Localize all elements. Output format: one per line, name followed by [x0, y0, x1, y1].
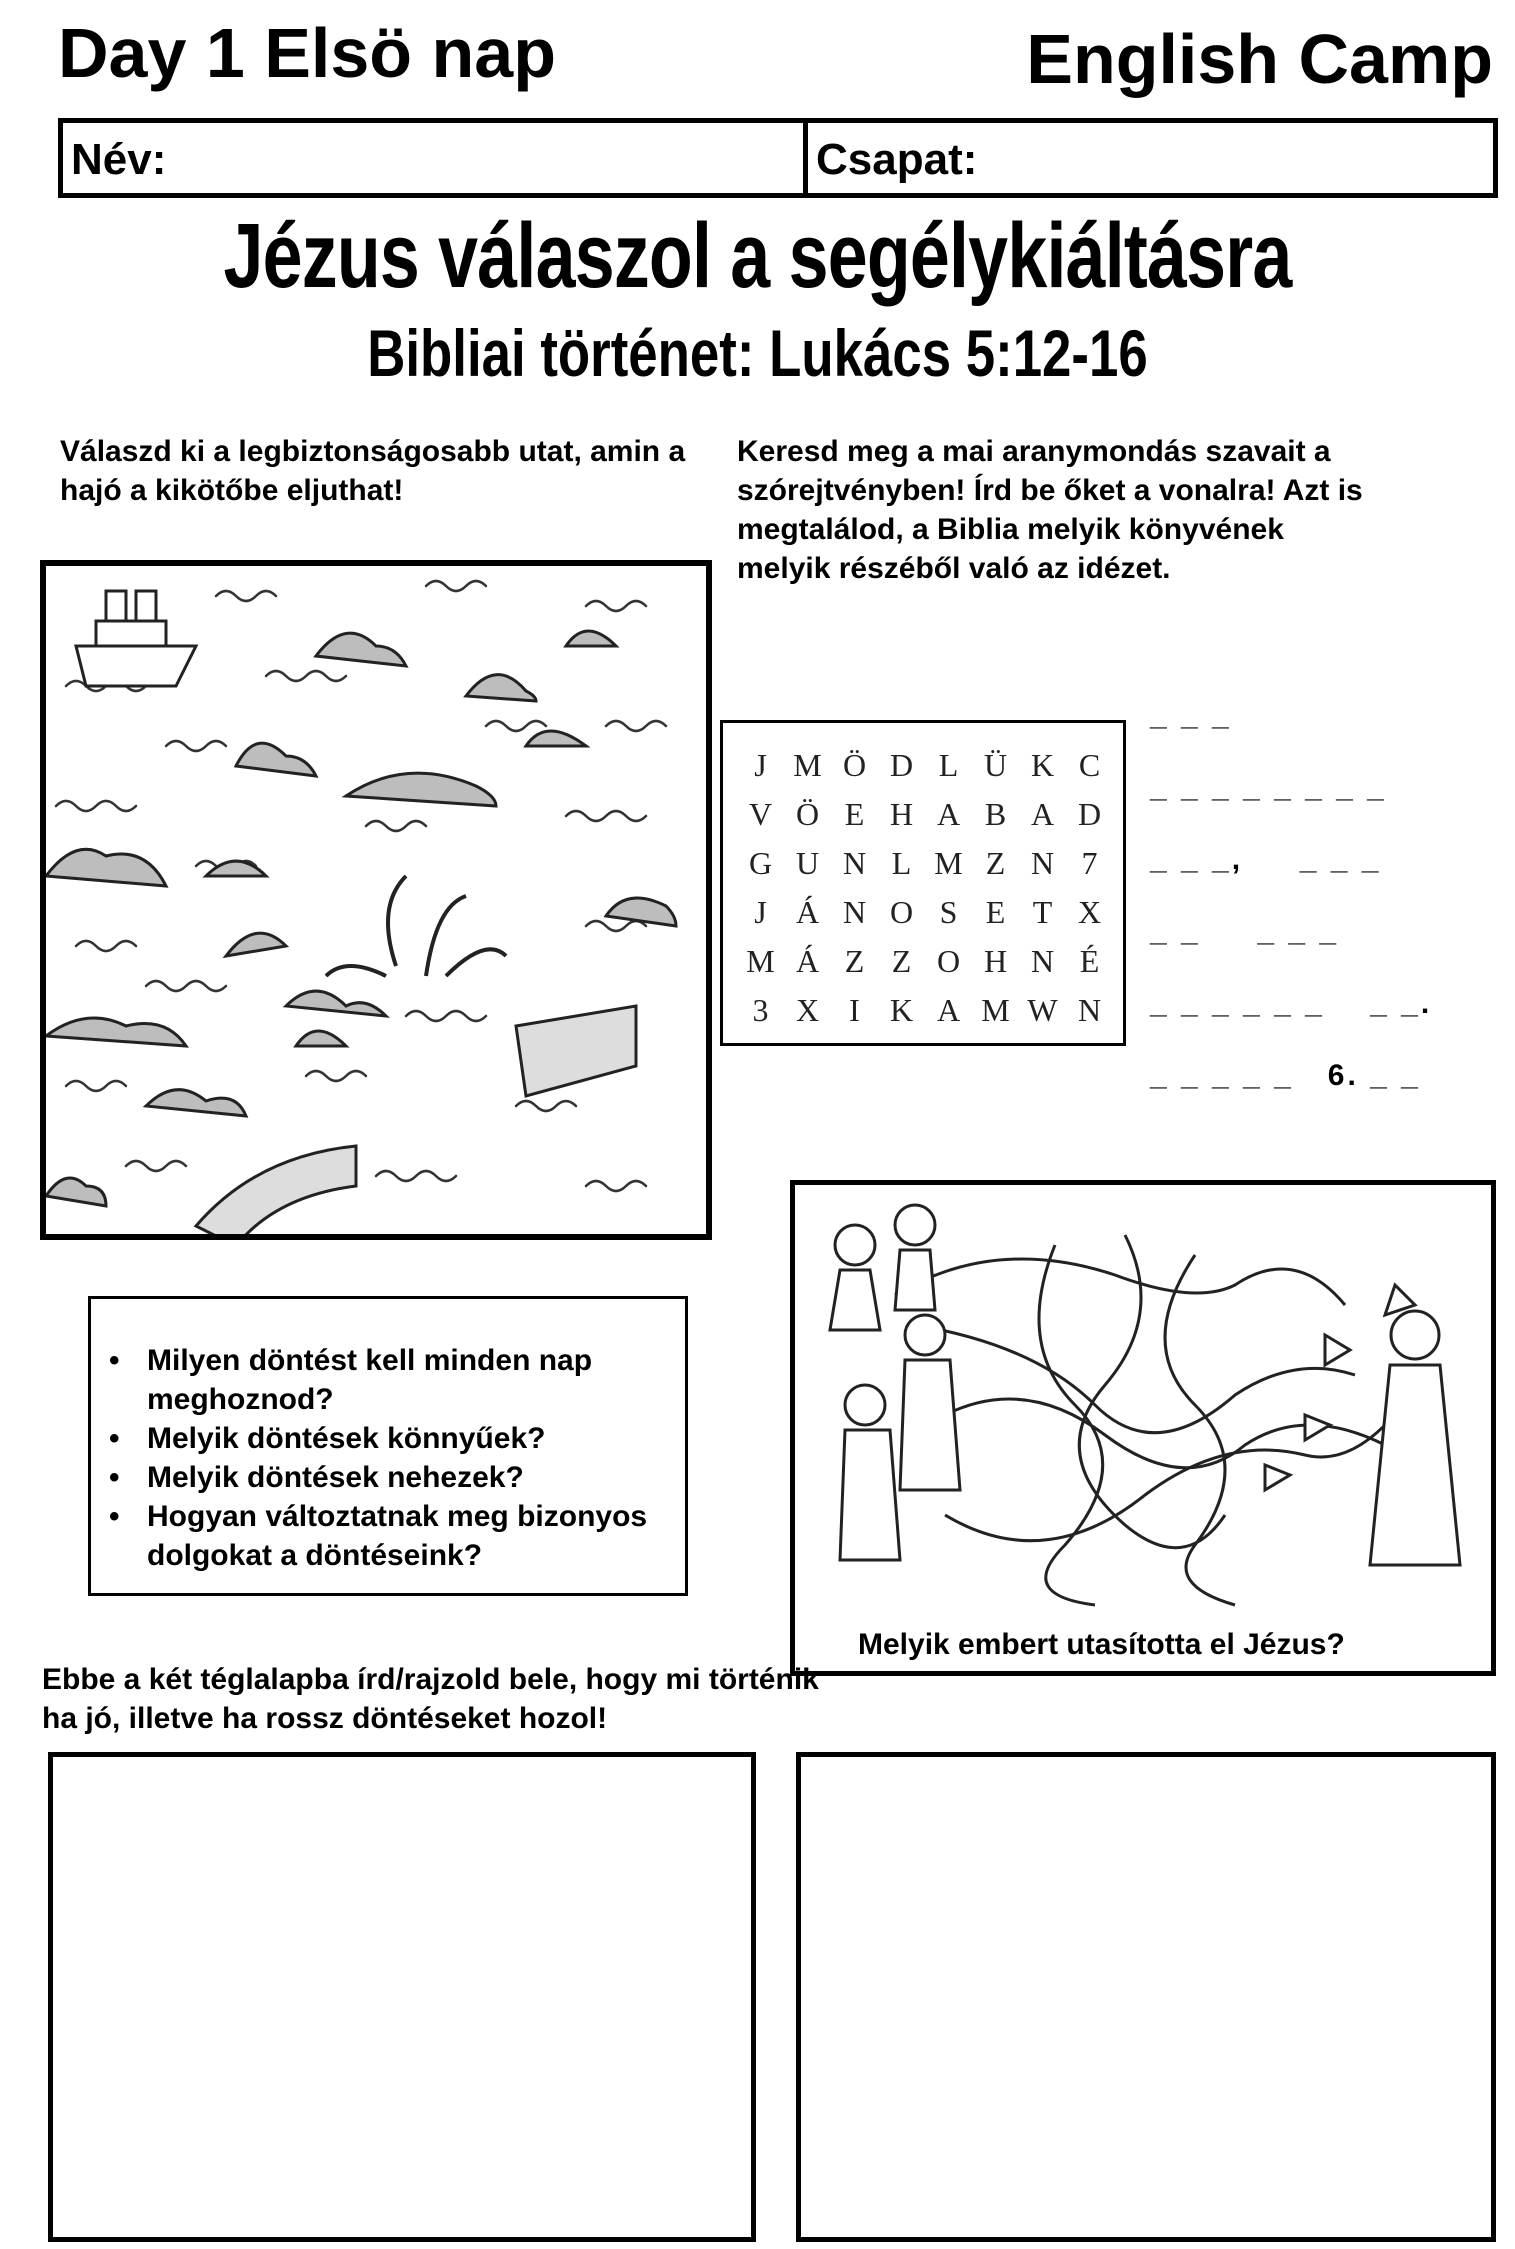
wordsearch-letter: T — [1032, 894, 1053, 930]
question-item: • Melyik döntések könnyűek? — [109, 1419, 675, 1458]
wordsearch-letter: N — [842, 894, 867, 930]
camp-title: English Camp — [1026, 20, 1493, 98]
wordsearch-letter: O — [936, 943, 961, 979]
wordsearch-letter: Á — [795, 894, 820, 930]
wordsearch-letter: N — [842, 845, 867, 881]
wordsearch-row — [737, 790, 1113, 839]
page-subtitle: Bibliai történet: Lukács 5:12-16 — [367, 316, 1148, 390]
wordsearch-letter: L — [938, 747, 959, 783]
wordsearch-letter: Z — [985, 845, 1006, 881]
answer-line[interactable]: _ _ _ _ _ _ _ _ — [1150, 771, 1387, 804]
team-field[interactable] — [808, 123, 1493, 193]
wordsearch-letter: 7 — [1081, 845, 1098, 881]
wordsearch-letter: K — [1030, 747, 1055, 783]
wordsearch-letter: B — [984, 796, 1007, 832]
wordsearch-letter: D — [1077, 796, 1102, 832]
wordsearch-letter: É — [1079, 943, 1100, 979]
question-item: • Melyik döntések nehezek? — [109, 1458, 675, 1497]
answer-line[interactable]: _ _ _ _ _ — [1150, 915, 1340, 948]
wordsearch-letter: H — [983, 943, 1008, 979]
answer-line[interactable]: _ _ _ — [1150, 699, 1232, 732]
wordsearch-instruction: Keresd meg a mai aranymondás szavait a szórejtvényben! Írd be őket a vonalra! Azt is megtalálod, a Biblia melyik könyvének melyik részéből való az idézet. — [737, 435, 1363, 585]
wordsearch-row — [737, 937, 1113, 986]
wordsearch-letter: U — [795, 845, 820, 881]
wordsearch-row — [737, 839, 1113, 888]
drawing-instruction: Ebbe a két téglalapba írd/rajzold bele, hogy mi történik ha jó, illetve ha rossz döntéseket hozol! — [42, 1663, 819, 1735]
wordsearch-letter: N — [1030, 845, 1055, 881]
day-title: Day 1 Elsö nap — [58, 14, 556, 92]
question-item: • Milyen döntést kell minden nap meghoznod? — [109, 1341, 675, 1419]
name-field[interactable] — [63, 123, 808, 193]
name-team-row — [58, 118, 1498, 198]
wordsearch-letter: A — [936, 796, 961, 832]
discussion-questions — [88, 1296, 688, 1596]
question-text: Melyik döntések nehezek? — [147, 1461, 524, 1494]
question-text: Milyen döntést kell minden nap meghoznod? — [147, 1344, 593, 1416]
wordsearch-letter: S — [939, 894, 958, 930]
bad-choice-drawing-box[interactable] — [796, 1752, 1496, 2242]
wordsearch-letter: A — [936, 992, 961, 1028]
wordsearch-letter: X — [795, 992, 820, 1028]
wordsearch-letter: Ö — [795, 796, 820, 832]
wordsearch-letter: Ü — [983, 747, 1008, 783]
wordsearch-letter: V — [748, 796, 773, 832]
page-title: Jézus válaszol a segélykiáltásra — [223, 205, 1292, 307]
wordsearch-letter: C — [1078, 747, 1101, 783]
wordsearch-letter: N — [1077, 992, 1102, 1028]
answer-line[interactable]: _ _ _ _ _ _ _ _. — [1150, 987, 1433, 1020]
jesus-maze-illustration — [790, 1180, 1496, 1676]
wordsearch-row — [737, 888, 1113, 937]
wordsearch-letter: Á — [795, 943, 820, 979]
wordsearch-letter: D — [889, 747, 914, 783]
maze-instruction: Válaszd ki a legbiztonságosabb utat, amin a hajó a kikötőbe eljuthat! — [60, 435, 686, 507]
wordsearch-letter: Ö — [842, 747, 867, 783]
sea-maze-drawing — [46, 566, 706, 1234]
boat-maze-illustration — [40, 560, 712, 1240]
good-choice-drawing-box[interactable] — [48, 1752, 756, 2242]
name-label: Név: — [71, 135, 167, 184]
wordsearch-letter: W — [1027, 992, 1058, 1028]
wordsearch-letter: O — [889, 894, 914, 930]
wordsearch-letter: Z — [891, 943, 912, 979]
wordsearch-row — [737, 741, 1113, 790]
wordsearch-letter: L — [891, 845, 912, 881]
question-item: • Hogyan változtatnak meg bizonyos dolgokat a döntéseink? — [109, 1497, 675, 1575]
tangled-path-drawing — [795, 1185, 1491, 1625]
wordsearch-letter: M — [746, 943, 775, 979]
wordsearch-letter: M — [934, 845, 963, 881]
wordsearch-letter: E — [844, 796, 865, 832]
answer-line[interactable]: _ _ _, _ _ _ — [1150, 843, 1382, 876]
wordsearch-letter: N — [1030, 943, 1055, 979]
answer-line[interactable]: _ _ _ _ _ 6. _ _ — [1150, 1059, 1421, 1092]
wordsearch-letter: J — [754, 894, 767, 930]
wordsearch-letter: A — [1030, 796, 1055, 832]
wordsearch-letter: X — [1077, 894, 1102, 930]
wordsearch-letter: J — [754, 747, 767, 783]
wordsearch-row — [737, 986, 1113, 1035]
wordsearch-letter: I — [849, 992, 860, 1028]
wordsearch-letter: E — [985, 894, 1006, 930]
wordsearch-letter: 3 — [752, 992, 769, 1028]
wordsearch-letter: H — [889, 796, 914, 832]
wordsearch-letter: K — [889, 992, 914, 1028]
wordsearch-letter: M — [793, 747, 822, 783]
wordsearch-letter: M — [981, 992, 1010, 1028]
question-text: Hogyan változtatnak meg bizonyos dolgokat a döntéseink? — [147, 1500, 648, 1572]
team-label: Csapat: — [816, 135, 978, 184]
question-text: Melyik döntések könnyűek? — [147, 1422, 546, 1455]
wordsearch-letter: Z — [844, 943, 865, 979]
wordsearch-grid — [720, 720, 1126, 1046]
answer-blanks — [1150, 680, 1510, 1112]
jesus-maze-question: Melyik embert utasította el Jézus? — [858, 1628, 1345, 1661]
wordsearch-letter: G — [748, 845, 773, 881]
